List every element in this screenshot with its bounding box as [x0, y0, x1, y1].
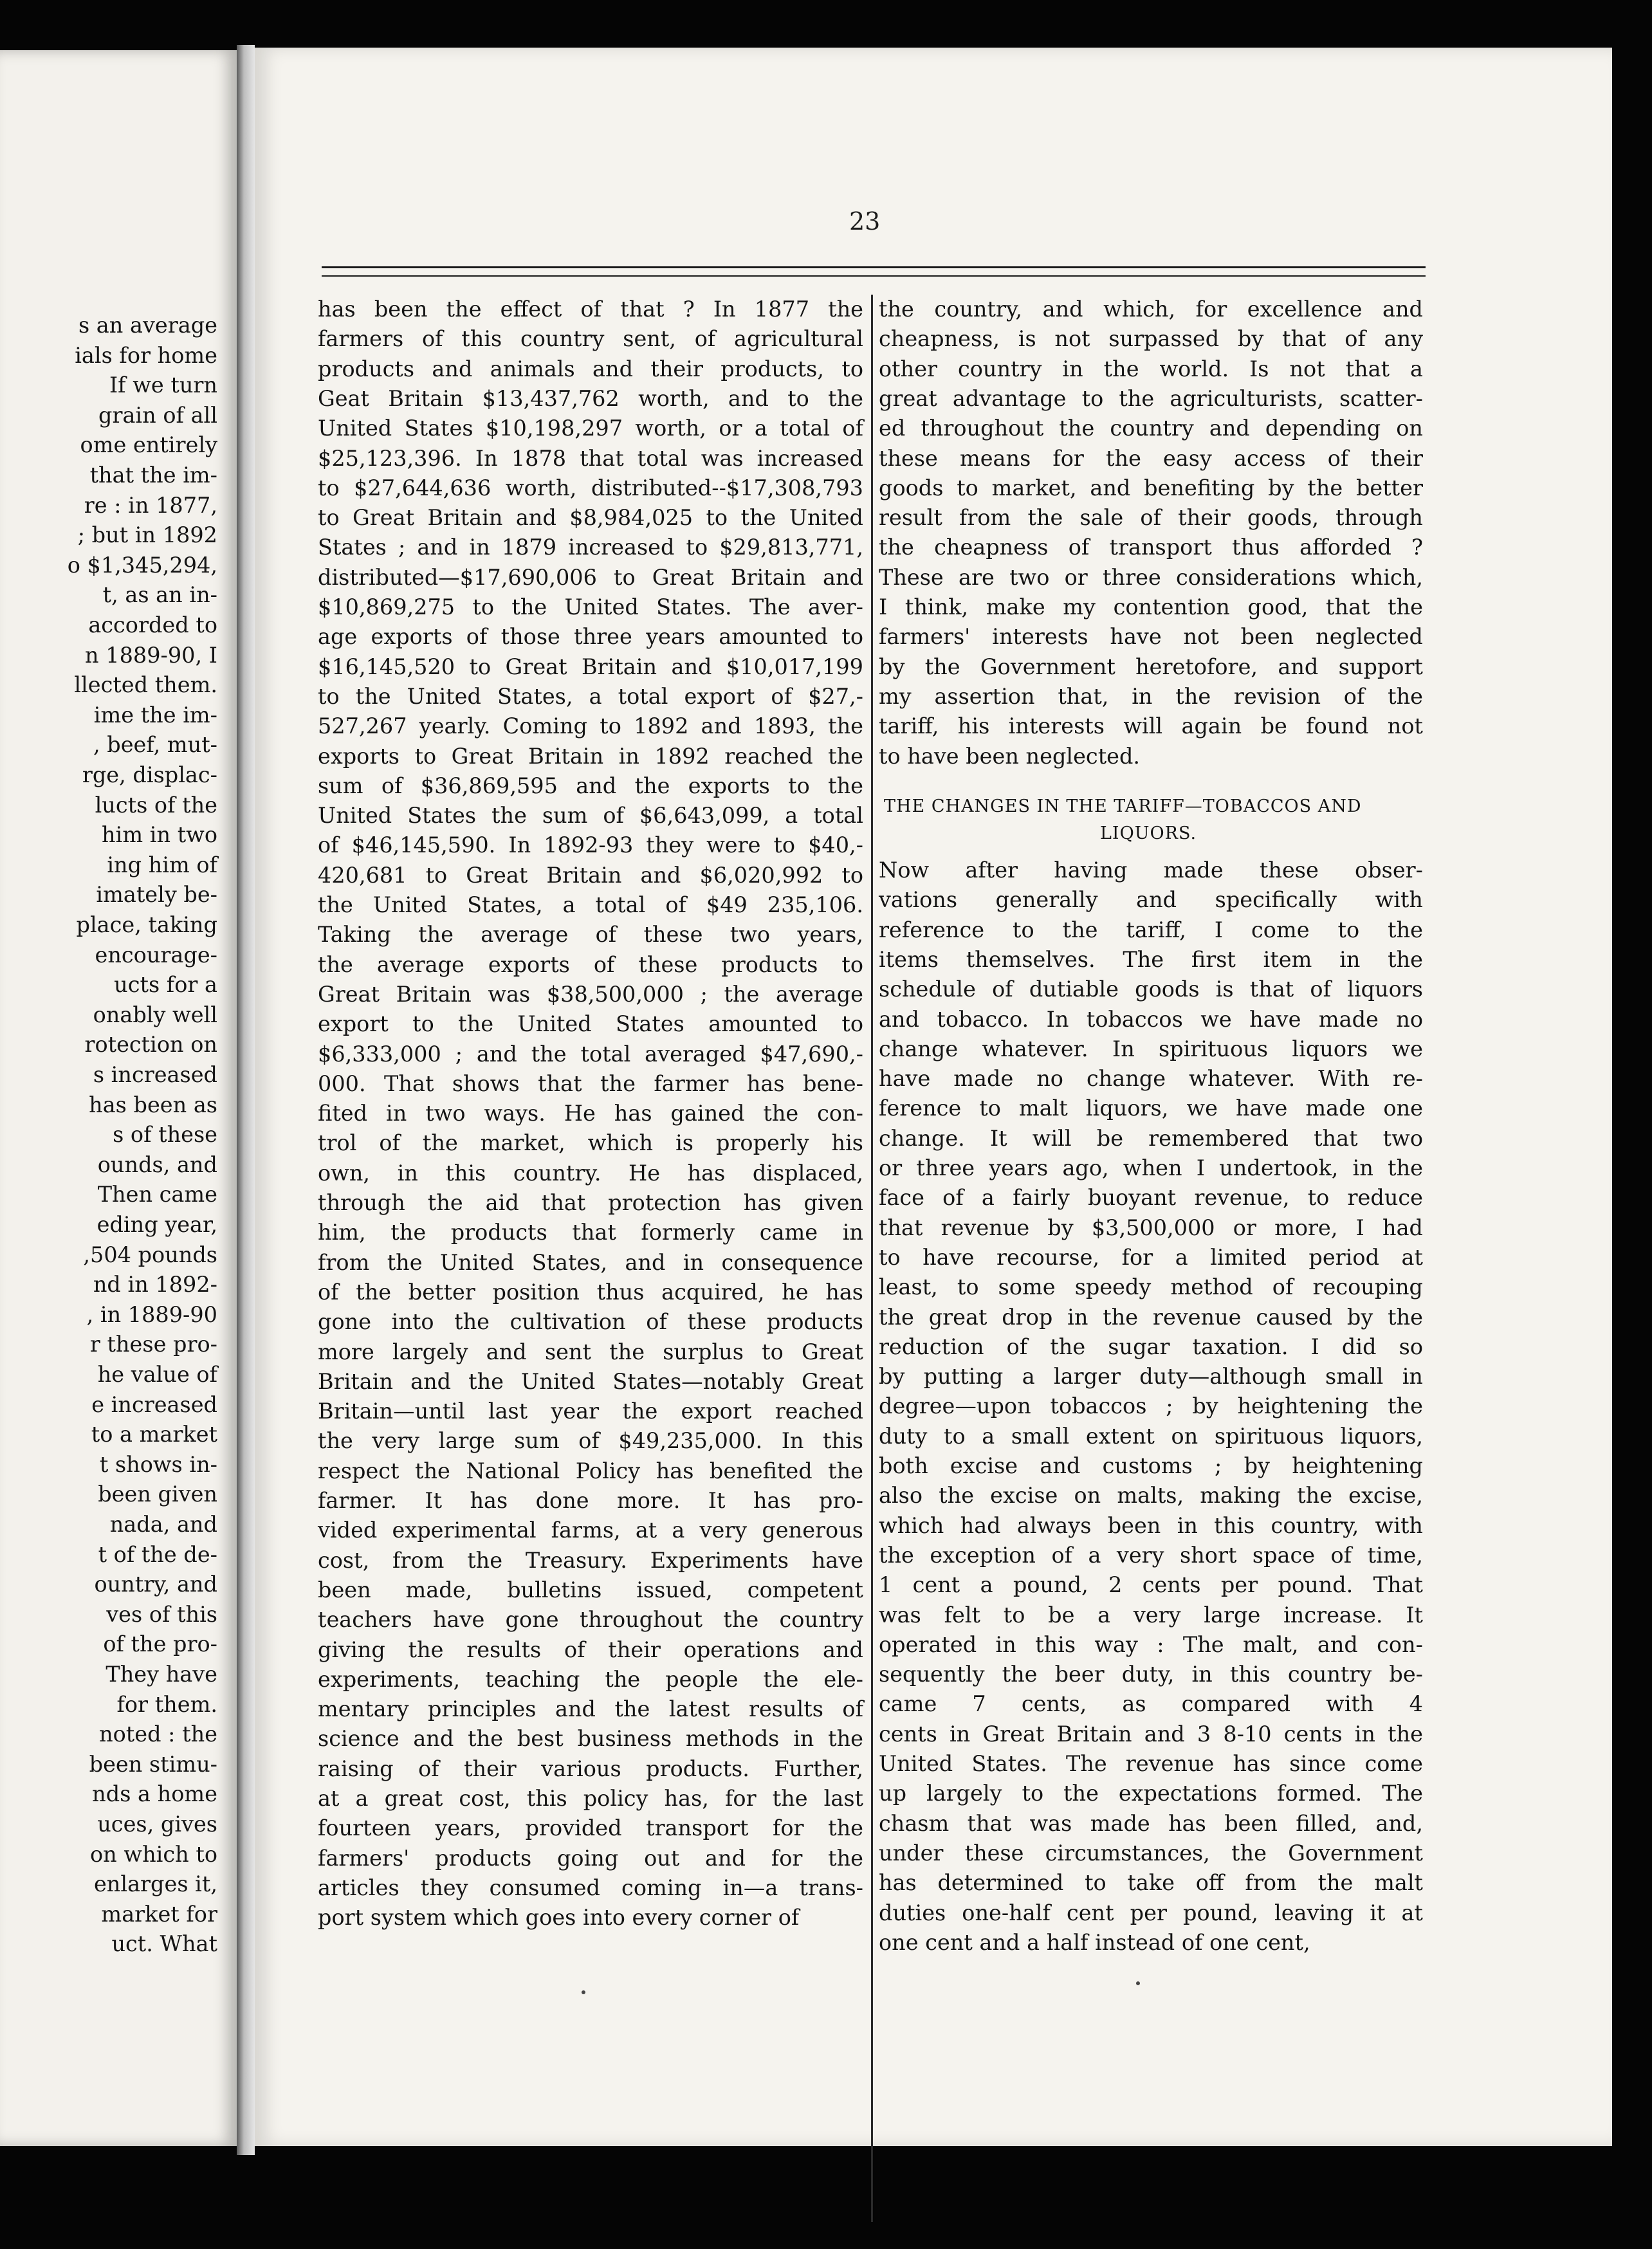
body-text-line: or three years ago, when I undertook, in the: [879, 1155, 1423, 1180]
body-text-line: 420,681 to Great Britain and $6,020,992 to: [318, 862, 863, 888]
left-page-line-fragment: been stimu-: [89, 1751, 217, 1777]
body-text-line: goods to market, and benefiting by the better: [879, 475, 1423, 500]
body-text-line: been made, bulletins issued, competent: [318, 1577, 863, 1602]
left-page-line-fragment: accorded to: [88, 612, 217, 638]
body-text-line: trol of the market, which is properly his: [318, 1130, 863, 1156]
left-page-line-fragment: been given: [98, 1482, 217, 1507]
header-rule-top: [322, 266, 1426, 268]
left-page-line-fragment: ials for home: [75, 342, 217, 368]
left-page-line-fragment: noted : the: [99, 1721, 217, 1747]
body-text-line: own, in this country. He has displaced,: [318, 1160, 863, 1186]
book-gutter: [237, 45, 255, 2155]
body-text-line: also the excise on malts, making the excise,: [879, 1483, 1423, 1509]
body-text-line: the country, and which, for excellence and: [879, 297, 1423, 322]
body-text-line: raising of their various products. Further,: [318, 1756, 863, 1781]
left-page-line-fragment: If we turn: [109, 372, 217, 398]
body-text-line: sequently the beer duty, in this country be-: [879, 1662, 1423, 1687]
body-text-line: Taking the average of these two years,: [318, 922, 863, 948]
left-page-line-fragment: rge, displac-: [82, 762, 217, 787]
body-text-line: by the Government heretofore, and support: [879, 654, 1423, 679]
body-text-line: farmer. It has done more. It has pro-: [318, 1488, 863, 1513]
body-text-line: chasm that was made has been filled, and,: [879, 1810, 1423, 1836]
body-text-line: of $46,145,590. In 1892-93 they were to $40,-: [318, 832, 863, 858]
body-text-line: 1 cent a pound, 2 cents per pound. That: [879, 1572, 1423, 1598]
body-text-line: change. It will be remembered that two: [879, 1125, 1423, 1151]
body-text-line: fourteen years, provided transport for the: [318, 1815, 863, 1841]
body-text-line: to have recourse, for a limited period at: [879, 1244, 1423, 1270]
body-text-line: experiments, teaching the people the ele-: [318, 1666, 863, 1692]
body-text-line: Britain—until last year the export reached: [318, 1399, 863, 1424]
body-text-line: tariff, his interests will again be found not: [879, 713, 1423, 739]
body-text-line: United States $10,198,297 worth, or a total of: [318, 416, 863, 441]
left-page-line-fragment: nada, and: [109, 1512, 217, 1537]
body-text-line: to Great Britain and $8,984,025 to the United: [318, 505, 863, 531]
body-text-line: the very large sum of $49,235,000. In this: [318, 1428, 863, 1454]
column-divider: [871, 295, 873, 2222]
body-text-line: the average exports of these products to: [318, 951, 863, 977]
body-text-line: to the United States, a total export of $27,-: [318, 683, 863, 709]
left-page-line-fragment: ,504 pounds: [83, 1242, 217, 1267]
body-text-line: the great drop in the revenue caused by the: [879, 1304, 1423, 1330]
body-text-line: distributed—$17,690,006 to Great Britain and: [318, 564, 863, 590]
left-page-line-fragment: s an average: [78, 313, 217, 338]
body-text-line: face of a fairly buoyant revenue, to reduce: [879, 1185, 1423, 1211]
body-text-line: products and animals and their products, to: [318, 356, 863, 381]
body-text-line: has determined to take off from the malt: [879, 1870, 1423, 1896]
body-text-line: other country in the world. Is not that a: [879, 356, 1423, 381]
left-page-line-fragment: rotection on: [84, 1032, 217, 1058]
body-text-line: farmers' products going out and for the: [318, 1845, 863, 1871]
body-text-line: the United States, a total of $49 235,106.: [318, 892, 863, 917]
body-text-line: cents in Great Britain and 3 8-10 cents in the: [879, 1721, 1423, 1747]
left-page-line-fragment: re : in 1877,: [84, 492, 217, 518]
left-page-line-fragment: They have: [106, 1662, 217, 1687]
left-page-line-fragment: ounds, and: [97, 1152, 217, 1177]
left-page-line-fragment: uct. What: [111, 1931, 217, 1957]
body-text-line: him, the products that formerly came in: [318, 1220, 863, 1245]
body-text-line: States ; and in 1879 increased to $29,813,771,: [318, 535, 863, 560]
body-text-line: change whatever. In spirituous liquors we: [879, 1036, 1423, 1061]
left-page-line-fragment: ; but in 1892: [77, 522, 217, 548]
body-text-line: have made no change whatever. With re-: [879, 1066, 1423, 1092]
left-page-line-fragment: grain of all: [98, 402, 217, 428]
left-page-line-fragment: to a market: [91, 1422, 217, 1447]
body-text-line: which had always been in this country, with: [879, 1512, 1423, 1538]
body-text-line: that revenue by $3,500,000 or more, I had: [879, 1215, 1423, 1240]
section-heading-continued: LIQUORS.: [1100, 823, 1197, 843]
body-text-line: great advantage to the agriculturists, scatter-: [879, 385, 1423, 411]
body-text-line: respect the National Policy has benefited the: [318, 1458, 863, 1483]
body-text-line: vations generally and specifically with: [879, 887, 1423, 913]
body-text-line: I think, make my contention good, that the: [879, 594, 1423, 620]
body-text-line: the cheapness of transport thus afforded ?: [879, 535, 1423, 560]
left-page-line-fragment: s increased: [93, 1062, 217, 1087]
left-page-line-fragment: onably well: [93, 1002, 217, 1027]
body-text-line: through the aid that protection has given: [318, 1190, 863, 1215]
body-text-line: these means for the easy access of their: [879, 445, 1423, 471]
left-page-line-fragment: enlarges it,: [93, 1871, 217, 1897]
left-page: [0, 50, 237, 2146]
body-text-line: exports to Great Britain in 1892 reached the: [318, 743, 863, 769]
body-text-line: $6,333,000 ; and the total averaged $47,690,-: [318, 1041, 863, 1067]
body-text-line: gone into the cultivation of these products: [318, 1309, 863, 1335]
left-page-line-fragment: llected them.: [74, 672, 217, 698]
body-text-line: reference to the tariff, I come to the: [879, 917, 1423, 942]
body-text-line: sum of $36,869,595 and the exports to the: [318, 773, 863, 798]
left-page-line-fragment: nd in 1892-: [93, 1272, 217, 1298]
left-page-line-fragment: lucts of the: [95, 792, 217, 818]
body-text-line: vided experimental farms, at a very generous: [318, 1518, 863, 1543]
body-text-line: up largely to the expectations formed. The: [879, 1781, 1423, 1806]
body-text-line: by putting a larger duty—although small in: [879, 1364, 1423, 1390]
left-page-line-fragment: eding year,: [96, 1212, 217, 1237]
body-text-line: $10,869,275 to the United States. The aver-: [318, 594, 863, 620]
left-page-line-fragment: t, as an in-: [102, 582, 217, 608]
body-text-line: of the better position thus acquired, he has: [318, 1279, 863, 1305]
body-text-line: Great Britain was $38,500,000 ; the average: [318, 981, 863, 1007]
body-text-line: one cent and a half instead of one cent,: [879, 1929, 1310, 1955]
body-text-line: mentary principles and the latest results of: [318, 1696, 863, 1722]
body-text-line: 000. That shows that the farmer has bene-: [318, 1070, 863, 1096]
left-page-line-fragment: n 1889-90, I: [85, 642, 217, 668]
body-text-line: duty to a small extent on spirituous liquors,: [879, 1423, 1423, 1449]
body-text-line: came 7 cents, as compared with 4: [879, 1691, 1423, 1717]
body-text-line: science and the best business methods in the: [318, 1726, 863, 1752]
body-text-line: to $27,644,636 worth, distributed--$17,308,793: [318, 475, 863, 500]
left-page-line-fragment: ves of this: [106, 1601, 217, 1627]
body-text-line: giving the results of their operations and: [318, 1637, 863, 1662]
left-page-line-fragment: ountry, and: [94, 1572, 217, 1597]
left-page-line-fragment: Then came: [97, 1182, 217, 1207]
left-page-line-fragment: ime the im-: [93, 702, 217, 728]
body-text-line: 527,267 yearly. Coming to 1892 and 1893, the: [318, 713, 863, 739]
page-number: 23: [849, 207, 881, 235]
body-text-line: reduction of the sugar taxation. I did so: [879, 1334, 1423, 1359]
left-page-line-fragment: , beef, mut-: [93, 732, 217, 758]
body-text-line: cheapness, is not surpassed by that of any: [879, 326, 1423, 352]
body-text-line: age exports of those three years amounted to: [318, 624, 863, 650]
left-page-line-fragment: on which to: [90, 1841, 217, 1867]
left-page-line-fragment: uces, gives: [97, 1812, 217, 1837]
body-text-line: teachers have gone throughout the country: [318, 1607, 863, 1633]
body-text-line: result from the sale of their goods, through: [879, 505, 1423, 531]
body-text-line: least, to some speedy method of recouping: [879, 1274, 1423, 1300]
body-text-line: Britain and the United States—notably Great: [318, 1368, 863, 1394]
body-text-line: ference to malt liquors, we have made one: [879, 1096, 1423, 1121]
left-page-line-fragment: encourage-: [95, 942, 217, 968]
body-text-line: port system which goes into every corner of: [318, 1905, 800, 1931]
left-page-line-fragment: place, taking: [76, 912, 217, 937]
left-page-line-fragment: t shows in-: [99, 1451, 217, 1477]
body-text-line: These are two or three considerations which,: [879, 564, 1423, 590]
left-page-line-fragment: s of these: [113, 1122, 217, 1148]
body-text-line: United States. The revenue has since come: [879, 1751, 1423, 1776]
body-text-line: $25,123,396. In 1878 that total was increased: [318, 445, 863, 471]
body-text-line: articles they consumed coming in—a trans-: [318, 1875, 863, 1900]
left-page-line-fragment: imately be-: [96, 882, 217, 908]
body-text-line: was felt to be a very large increase. It: [879, 1602, 1423, 1628]
body-text-line: from the United States, and in consequence: [318, 1249, 863, 1275]
body-text-line: both excise and customs ; by heightening: [879, 1453, 1423, 1478]
left-page-line-fragment: e increased: [91, 1391, 217, 1417]
body-text-line: more largely and sent the surplus to Great: [318, 1339, 863, 1364]
body-text-line: has been the effect of that ? In 1877 the: [318, 297, 863, 322]
body-text-line: at a great cost, this policy has, for the last: [318, 1786, 863, 1811]
left-page-line-fragment: of the pro-: [103, 1631, 217, 1657]
body-text-line: $16,145,520 to Great Britain and $10,017,199: [318, 654, 863, 679]
body-text-line: Now after having made these obser-: [879, 858, 1423, 883]
left-page-line-fragment: has been as: [89, 1092, 217, 1117]
body-text-line: operated in this way : The malt, and con-: [879, 1631, 1423, 1657]
left-page-line-fragment: nds a home: [92, 1781, 217, 1807]
left-page-line-fragment: r these pro-: [89, 1332, 217, 1357]
left-page-line-fragment: him in two: [102, 822, 217, 848]
body-text-line: items themselves. The first item in the: [879, 946, 1423, 972]
body-text-line: and tobacco. In tobaccos we have made no: [879, 1006, 1423, 1032]
body-text-line: cost, from the Treasury. Experiments have: [318, 1547, 863, 1573]
left-page-line-fragment: , in 1889-90: [86, 1301, 217, 1327]
left-page-line-fragment: ing him of: [107, 852, 217, 877]
body-text-line: duties one-half cent per pound, leaving it at: [879, 1900, 1423, 1925]
section-heading: THE CHANGES IN THE TARIFF—TOBACCOS AND: [884, 796, 1362, 816]
body-text-line: farmers of this country sent, of agricultural: [318, 326, 863, 352]
body-text-line: to have been neglected.: [879, 743, 1141, 769]
left-page-line-fragment: he value of: [97, 1362, 217, 1387]
body-text-line: United States the sum of $6,643,099, a total: [318, 803, 863, 829]
body-text-line: fited in two ways. He has gained the con-: [318, 1101, 863, 1126]
left-page-line-fragment: that the im-: [89, 463, 217, 488]
print-speck: [1136, 1981, 1140, 1985]
left-page-line-fragment: o $1,345,294,: [67, 552, 217, 578]
body-text-line: degree—upon tobaccos ; by heightening the: [879, 1393, 1423, 1419]
left-page-line-fragment: market for: [101, 1901, 217, 1927]
body-text-line: my assertion that, in the revision of the: [879, 683, 1423, 709]
body-text-line: farmers' interests have not been neglected: [879, 624, 1423, 650]
print-speck: [582, 1990, 585, 1994]
body-text-line: the exception of a very short space of time,: [879, 1542, 1423, 1568]
left-page-line-fragment: ucts for a: [114, 972, 217, 998]
left-page-line-fragment: for them.: [116, 1691, 217, 1717]
header-rule-bottom: [322, 275, 1426, 277]
left-page-line-fragment: ome entirely: [80, 432, 217, 458]
body-text-line: ed throughout the country and depending on: [879, 416, 1423, 441]
body-text-line: schedule of dutiable goods is that of liquors: [879, 977, 1423, 1002]
body-text-line: Geat Britain $13,437,762 worth, and to the: [318, 385, 863, 411]
body-text-line: export to the United States amounted to: [318, 1011, 863, 1037]
left-page-line-fragment: t of the de-: [98, 1541, 217, 1567]
body-text-line: under these circumstances, the Government: [879, 1840, 1423, 1866]
